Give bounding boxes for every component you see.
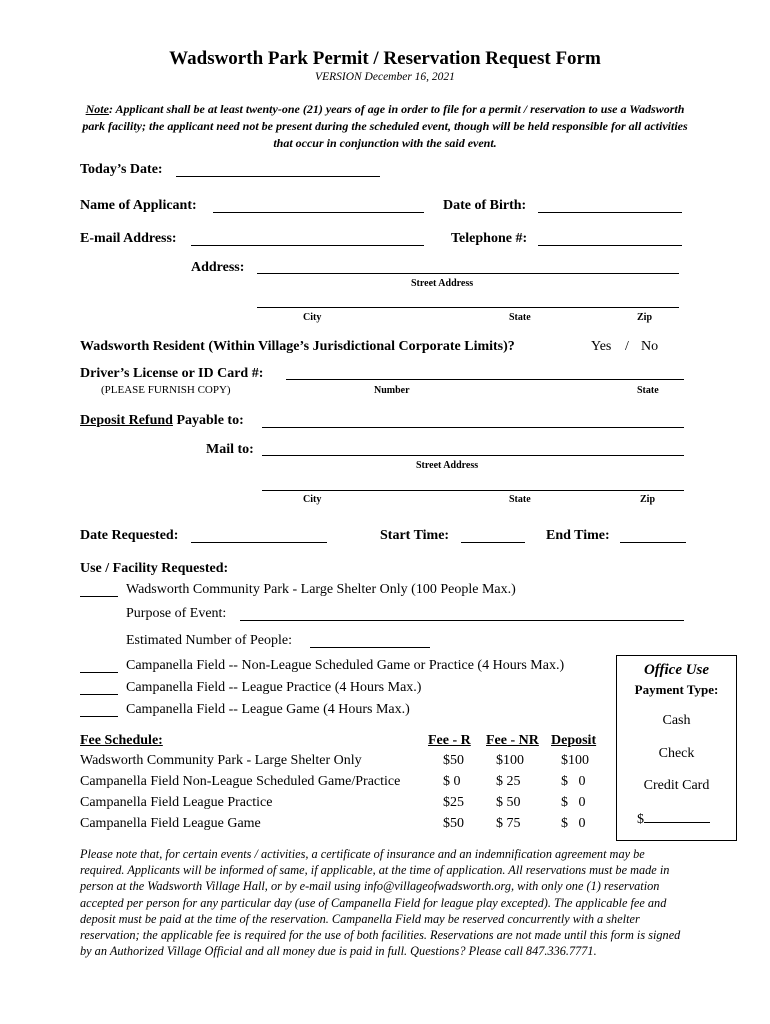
street-address-caption: Street Address (411, 278, 474, 289)
license-number-caption: Number (374, 385, 410, 396)
payable-to-text: Payable to: (172, 413, 244, 428)
fee-r-header: Fee - R (428, 733, 471, 748)
office-use-box (616, 655, 737, 841)
fee-schedule-heading: Fee Schedule: (80, 733, 163, 748)
version-label: VERSION December 16, 2021 (315, 71, 455, 83)
payment-cash: Cash (662, 713, 691, 728)
people-field[interactable] (310, 647, 430, 648)
mail-zip-caption: Zip (640, 494, 656, 505)
address-label: Address: (191, 260, 245, 275)
option-check[interactable] (80, 716, 118, 717)
todays-date-field[interactable] (176, 176, 380, 177)
email-field[interactable] (191, 245, 424, 246)
telephone-field[interactable] (538, 245, 682, 246)
payment-amount (637, 810, 717, 828)
license-state-caption: State (637, 385, 659, 396)
fee-row-dep: $ 0 (561, 795, 586, 810)
purpose-field[interactable] (240, 620, 684, 621)
facility-option: Campanella Field -- League Practice (4 Hours Max.) (126, 680, 422, 695)
license-field[interactable] (286, 379, 684, 380)
license-copy-note: (PLEASE FURNISH COPY) (101, 384, 231, 396)
mail-to-label: Mail to: (206, 442, 254, 457)
option-check[interactable] (80, 672, 118, 673)
facility-heading: Use / Facility Requested: (80, 561, 229, 576)
start-time-label: Start Time: (380, 528, 450, 543)
fee-row-dep: $ 0 (561, 774, 586, 789)
mail-city-caption: City (303, 494, 322, 505)
street-address-field[interactable] (257, 273, 679, 274)
resident-slash: / (625, 339, 629, 354)
state-caption: State (509, 312, 531, 323)
payment-check: Check (658, 746, 695, 761)
deposit-refund-underlined: Deposit Refund (80, 413, 173, 428)
email-label: E-mail Address: (80, 231, 177, 246)
payment-amount-line[interactable] (644, 810, 710, 823)
mail-city-state-zip-field[interactable] (262, 490, 684, 491)
deposit-header: Deposit (551, 733, 597, 748)
option-check[interactable] (80, 694, 118, 695)
fee-row-name: Campanella Field League Practice (80, 795, 273, 810)
page-title: Wadsworth Park Permit / Reservation Request Form (169, 48, 601, 69)
end-time-label: End Time: (546, 528, 610, 543)
fee-nr-header: Fee - NR (486, 733, 539, 748)
deposit-refund-label (80, 413, 244, 429)
fee-row-r: $25 (443, 795, 464, 810)
facility-option: Campanella Field -- League Game (4 Hours Max.) (126, 702, 410, 717)
dollar-sign: $ (637, 812, 644, 827)
note-label: Note (85, 102, 109, 116)
dob-field[interactable] (538, 212, 682, 213)
fee-row-dep: $ 0 (561, 816, 586, 831)
fee-row-nr: $ 75 (496, 816, 521, 831)
age-note (80, 101, 690, 152)
large-shelter-check[interactable] (80, 596, 118, 597)
applicant-name-label: Name of Applicant: (80, 198, 197, 213)
footer-notice: Please note that, for certain events / activities, a certificate of insurance and an indemnification agreement may be required. Applicants will be informed of same, if applicable, at the time of application. All reservations must be made in person at the Wadsworth Village Hall, or by e-mail using info@villageofwadsworth.org, with only one (1) reservation accepted per person for any particular day (use of Campanella Field for league play excepted). The applicable fee and deposit must be paid at the time of the reservation. Campanella Field may be reserved concurrently with a shelter reservation; the applicable fee is required for the use of both facilities. Reservations are not made until this form is signed by an Authorized Village Official and all money due is paid in full. Questions? Please call 847.336.7771. (80, 847, 681, 959)
deposit-refund-field[interactable] (262, 427, 684, 428)
date-requested-label: Date Requested: (80, 528, 179, 543)
resident-no[interactable]: No (641, 339, 659, 354)
end-time-field[interactable] (620, 542, 686, 543)
facility-option: Campanella Field -- Non-League Scheduled Game or Practice (4 Hours Max.) (126, 658, 565, 673)
mail-street-field[interactable] (262, 455, 684, 456)
fee-row-r: $50 (443, 753, 464, 768)
fee-row-nr: $ 50 (496, 795, 521, 810)
fee-row-name: Wadsworth Community Park - Large Shelter Only (80, 753, 362, 768)
license-label: Driver’s License or ID Card #: (80, 366, 264, 381)
zip-caption: Zip (637, 312, 653, 323)
date-requested-field[interactable] (191, 542, 327, 543)
start-time-field[interactable] (461, 542, 525, 543)
payment-credit-card: Credit Card (643, 778, 710, 793)
fee-row-nr: $100 (496, 753, 524, 768)
people-label: Estimated Number of People: (126, 633, 293, 648)
office-use-title: Office Use (643, 662, 710, 678)
fee-row-name: Campanella Field Non-League Scheduled Game/Practice (80, 774, 401, 789)
todays-date-label: Today’s Date: (80, 162, 163, 177)
resident-yes[interactable]: Yes (591, 339, 612, 354)
city-caption: City (303, 312, 322, 323)
fee-row-nr: $ 25 (496, 774, 521, 789)
applicant-name-field[interactable] (213, 212, 424, 213)
large-shelter-option: Wadsworth Community Park - Large Shelter Only (100 People Max.) (126, 582, 516, 597)
dob-label: Date of Birth: (443, 198, 527, 213)
purpose-label: Purpose of Event: (126, 606, 227, 621)
fee-row-r: $ 0 (443, 774, 461, 789)
city-state-zip-field[interactable] (257, 307, 679, 308)
payment-type-label: Payment Type: (634, 682, 719, 697)
mail-state-caption: State (509, 494, 531, 505)
note-text: : Applicant shall be at least twenty-one (21) years of age in order to file for a permit / reservation to use a Wadsworth park facility; the applicant need not be present during the scheduled event, though will be held responsible for all activities that occur in conjunction with the said event. (82, 102, 688, 150)
fee-row-name: Campanella Field League Game (80, 816, 261, 831)
telephone-label: Telephone #: (451, 231, 528, 246)
fee-row-dep: $100 (561, 753, 589, 768)
mail-street-caption: Street Address (416, 460, 479, 471)
resident-question: Wadsworth Resident (Within Village’s Jurisdictional Corporate Limits)? (80, 339, 515, 354)
fee-row-r: $50 (443, 816, 464, 831)
